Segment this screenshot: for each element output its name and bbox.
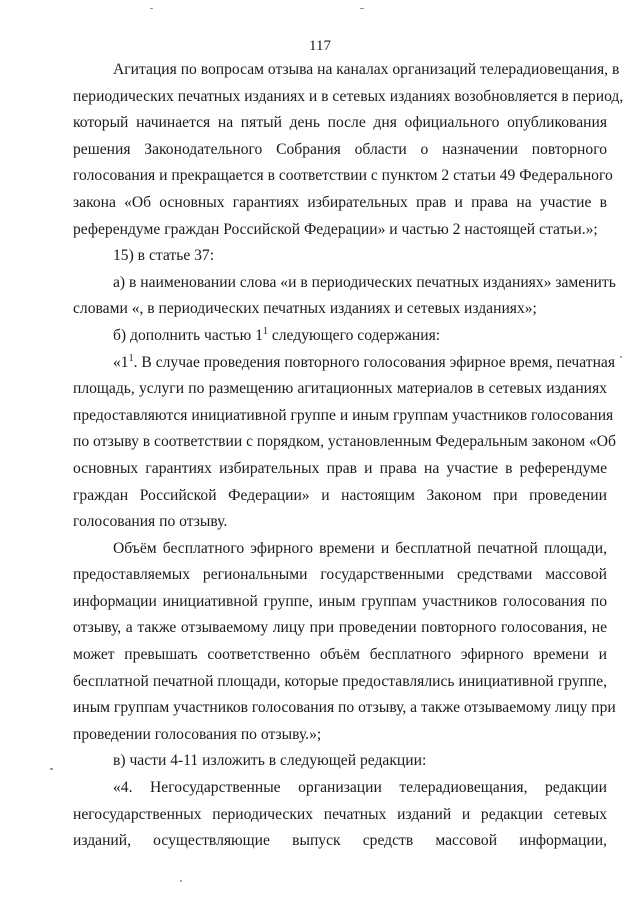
text-line: «4. Негосударственные организации телерадиовещания, редакции — [113, 779, 607, 797]
text-line: предоставляются инициативной группе и иным группам участников голосования — [73, 406, 614, 424]
scan-artifact — [150, 8, 153, 9]
text-line: иным группам участников голосования по отзыву, а также отзываемому лицу при — [73, 699, 616, 717]
text-line: решения Законодательного Собрания области о назначении повторного — [73, 140, 607, 158]
superscript: 1 — [128, 352, 134, 364]
text-line: Агитация по вопросам отзыва на каналах организаций телерадиовещания, в — [113, 61, 620, 78]
text-line: голосования по отзыву. — [73, 513, 228, 531]
text-line — [73, 323, 607, 350]
text-line: бесплатной печатной площади, которые предоставлялись инициативной группе, — [73, 672, 607, 690]
text-line: который начинается на пятый день после дня официального опубликования — [73, 114, 607, 132]
text-line: отзыву, а также отзываемому лицу при проведении повторного голосования, не — [73, 619, 607, 637]
text-line — [73, 350, 616, 377]
text-segment: б) дополнить частью 1 — [113, 326, 263, 344]
text-segment: следующего содержания: — [267, 326, 441, 344]
superscript: 1 — [262, 325, 268, 337]
text-line: информации инициативной группе, иным группам участников голосования по — [73, 592, 607, 610]
text-segment: . В случае проведения повторного голосования эфирное время, печатная — [133, 353, 616, 371]
text-line: по отзыву в соответствии с порядком, установленным Федеральным законом «Об — [73, 433, 616, 451]
text-line: изданий, осуществляющие выпуск средств массовой информации, — [73, 832, 607, 850]
text-line: площадь, услуги по размещению агитационных материалов в сетевых изданиях — [73, 380, 607, 398]
scan-artifact — [50, 768, 53, 770]
text-line: в) части 4-11 изложить в следующей редакции: — [113, 752, 427, 770]
text-line: голосования и прекращается в соответствии с пунктом 2 статьи 49 Федерального — [73, 167, 613, 185]
text-line: негосударственных периодических печатных изданий и редакции сетевых — [73, 805, 607, 823]
text-line: может превышать соответственно объём бесплатного эфирного времени и — [73, 646, 607, 664]
text-line: проведении голосования по отзыву.»; — [73, 725, 322, 743]
text-line: словами «, в периодических печатных изданиях и сетевых изданиях»; — [73, 300, 537, 318]
text-line: 15) в статье 37: — [113, 247, 215, 265]
text-line: Объём бесплатного эфирного времени и бесплатной печатной площади, — [113, 539, 607, 557]
scan-artifact — [360, 8, 364, 9]
scan-artifact — [180, 880, 182, 882]
text-line: а) в наименовании слова «и в периодических печатных изданиях» заменить — [113, 273, 616, 291]
text-line: граждан Российской Федерации» и настоящим Законом при проведении — [73, 486, 607, 504]
text-segment: «1 — [113, 353, 129, 371]
text-line: референдуме граждан Российской Федерации» и частью 2 настоящей статьи.»; — [73, 220, 598, 238]
page-number: 117 — [309, 38, 331, 54]
text-line: периодических печатных изданиях и в сетевых изданиях возобновляется в период, — [73, 87, 624, 105]
text-line: закона «Об основных гарантиях избирательных прав и права на участие в — [73, 193, 607, 211]
scan-artifact — [620, 356, 622, 358]
document-body — [73, 57, 624, 855]
text-line: основных гарантиях избирательных прав и права на участие в референдуме — [73, 459, 607, 477]
text-line: предоставляемых региональными государственными средствами массовой — [73, 566, 607, 584]
